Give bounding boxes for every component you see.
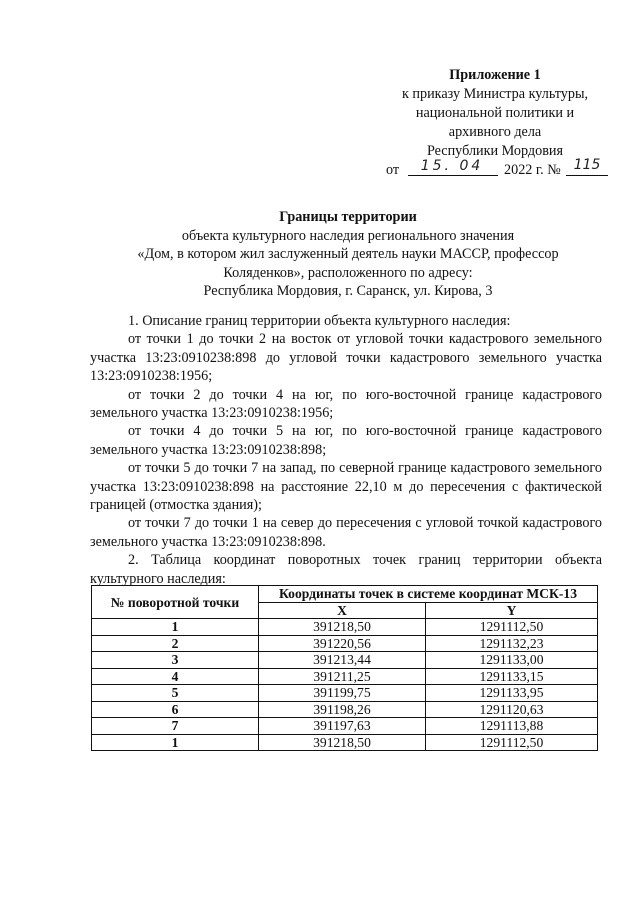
table-row [92,668,598,685]
paragraph: от точки 5 до точки 7 на запад, по северной границе кадастрового земельного участка 13:23:0910238:898 на расстояние 22,10 м до пересечения с фактической границей (отмостка здания); [90,460,602,514]
table-row [92,652,598,669]
table-row [92,619,598,636]
coordinates-table [91,585,598,751]
point-cell: 7 [92,718,259,735]
paragraph: от точки 2 до точки 4 на юг, по юго-восточной границе кадастрового земельного участка 13:23:0910238:1956; [90,386,602,422]
y-cell: 1291113,88 [426,718,598,735]
appendix-line: национальной политики и [415,105,575,121]
point-cell: 5 [92,685,259,702]
year-number-label: 2022 г. № [504,162,561,178]
document-heading [90,208,606,301]
heading-title: Границы территории [279,209,417,225]
appendix-line: архивного дела [448,124,542,140]
x-cell: 391211,25 [259,668,426,685]
paragraph: от точки 4 до точки 5 на юг, по юго-восточной границе кадастрового земельного участка 13:23:0910238:898; [90,423,602,458]
y-cell: 1291112,50 [426,619,598,636]
handwritten-number: 115 [573,157,601,173]
x-cell: 391220,56 [259,635,426,652]
y-cell: 1291133,95 [426,685,598,702]
x-cell: 391213,44 [259,652,426,669]
x-cell: 391218,50 [259,619,426,636]
paragraph: 1. Описание границ территории объекта культурного наследия: [128,313,511,329]
y-cell: 1291133,00 [426,652,598,669]
appendix-line: Республики Мордовия [426,143,564,159]
point-cell: 2 [92,635,259,652]
x-cell: 391197,63 [259,718,426,735]
appendix-line: к приказу Министра культуры, [401,86,589,102]
header-x: X [259,602,426,619]
y-cell: 1291112,50 [426,734,598,751]
header-coordinates: Координаты точек в системе координат МСК-13 [259,586,598,603]
paragraph: от точки 7 до точки 1 на север до пересечения с угловой точкой кадастрового земельного участка 13:23:0910238:898. [90,515,602,550]
y-cell: 1291120,63 [426,701,598,718]
paragraph: 2. Таблица координат поворотных точек границ территории объекта культурного наследия: [90,552,602,587]
handwritten-date: 15. 04 [420,158,484,174]
table-row [92,734,598,751]
point-cell: 3 [92,652,259,669]
table-row [92,701,598,718]
heading-line: Коляденков», расположенного по адресу: [223,264,473,281]
boundary-description [90,312,602,588]
order-date-line [360,157,630,180]
number-blank-line [566,175,608,176]
y-cell: 1291133,15 [426,668,598,685]
heading-line: Республика Мордовия, г. Саранск, ул. Кирова, 3 [203,283,493,299]
x-cell: 391199,75 [259,685,426,702]
x-cell: 391218,50 [259,734,426,751]
header-point-number: № поворотной точки [92,586,259,619]
appendix-title: Приложение 1 [449,67,541,83]
heading-line: «Дом, в котором жил заслуженный деятель науки МАССР, профессор [137,246,559,262]
heading-line: объекта культурного наследия регионального значения [181,227,515,244]
y-cell: 1291132,23 [426,635,598,652]
header-y: Y [426,602,598,619]
point-cell: 6 [92,701,259,718]
point-cell: 1 [92,619,259,636]
table-row [92,635,598,652]
point-cell: 4 [92,668,259,685]
table-row [92,718,598,735]
point-cell: 1 [92,734,259,751]
x-cell: 391198,26 [259,701,426,718]
paragraph: от точки 1 до точки 2 на восток от угловой точки кадастрового земельного участка 13:23:0910238:898 до угловой точки кадастрового земельного участка 13:23:0910238:1956; [90,331,602,385]
from-label: от [386,162,400,178]
appendix-block [360,66,630,180]
table-row [92,685,598,702]
